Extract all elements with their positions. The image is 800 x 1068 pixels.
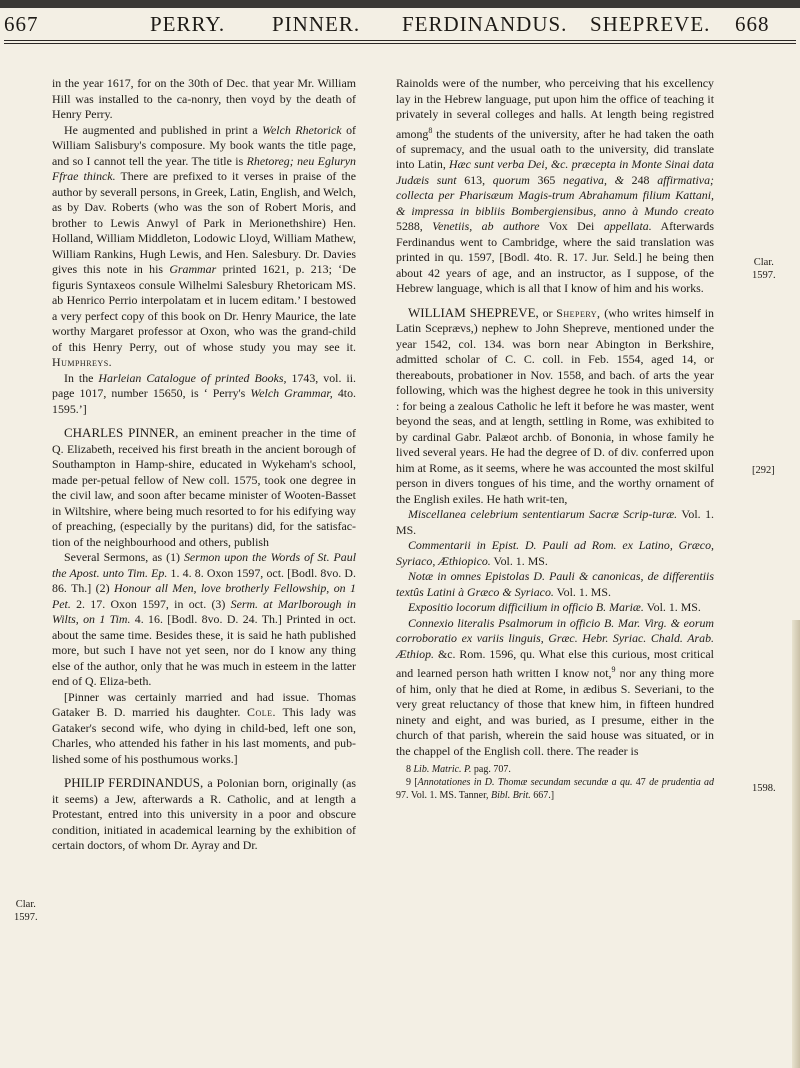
paragraph: [Pinner was certainly married and had issue. Thomas Gataker B. D. married his daughter. Cole. This lady was Gataker's second wife, who dying in child-bed, left one son, Charles, who attended his father in his last moments, and pub-lished some of his posthumous works.] <box>52 689 356 766</box>
footnote-8: 8 Lib. Matric. P. pag. 707. <box>406 764 511 776</box>
margin-year: 1597. <box>752 270 776 281</box>
margin-note-left <box>14 898 38 924</box>
margin-year-right: 1598. <box>752 783 776 794</box>
margin-clar: Clar. <box>15 899 36 910</box>
running-head-perry: PERRY. <box>150 12 226 36</box>
entry-pinner: CHARLES PINNER, an eminent preacher in the time of Q. Elizabeth, received his first breath in the ancient borough of Southampton in Hamp-shire, educated in Wykeham's school, made per-petual fellow of New coll. 1575, took one degree in the civil law, and soon after became minister of Wooten-Basset in Wiltshire, where being much resorted to for his edifying way of preaching, (especially by the puritans) did, for the satisfac-tion of the neighbourhood and others, publish <box>52 425 356 549</box>
header-rule <box>4 40 796 41</box>
margin-year: 1597. <box>14 912 38 923</box>
right-column <box>396 76 714 802</box>
footnote-ref: 8 <box>428 125 433 135</box>
paragraph: In the Harleian Catalogue of printed Books, 1743, vol. ii. page 1017, number 15650, is ‘ Perry's Welch Grammar, 4to. 1595.’] <box>52 370 356 416</box>
footnote-9: 9 [Annotationes in D. Thomæ secundam secundæ a qu. 47 de prudentia ad 97. Vol. 1. MS. Tanner, Bibl. Brit. 667.] <box>396 777 715 802</box>
margin-note-right <box>752 256 776 282</box>
margin-page-ref: [292] <box>752 465 775 476</box>
page-number-left: 667 <box>4 12 39 36</box>
footnotes <box>396 763 714 802</box>
running-head-shepreve: SHEPREVE. <box>590 12 711 36</box>
page-number-right: 668 <box>735 12 770 36</box>
work-item: Miscellanea celebrium sententiarum Sacræ Scrip-turæ. Vol. 1. MS. <box>396 507 714 537</box>
header-rule-2 <box>4 43 796 44</box>
running-head-ferdinandus: FERDINANDUS. <box>402 12 568 36</box>
paragraph: Several Sermons, as (1) Sermon upon the Words of St. Paul the Apost. unto Tim. Ep. 1. 4. 8. Oxon 1597, oct. [Bodl. 8vo. D. 86. Th.] (2) Honour all Men, love brotherly Fellowship, on 1 Pet. 2. 17. Oxon 1597, in oct. (3) Serm. at Marlborough in Wilts, on 1 Tim. 4. 16. [Bodl. 8vo. D. 24. Th.] Printed in oct. about the same time. Besides these, it is said he hath published more, but such I have not yet seen, nor do I know any thing else of the author, only that he was much in esteem in the latter end of Q. Eliza-beth. <box>52 550 357 688</box>
entry-shepreve: WILLIAM SHEPREVE, or Shepery, (who writes himself in Latin Sceprævs,) nephew to John Shepreve, mentioned under the year 1542, col. 134. was born near Abington in Berkshire, admitted scholar of C. C. coll. in Feb. 1554, aged 14, or thereabouts, probationer in Nov. 1558, and bach. of arts the year following, which was the highest degree he took in this university : for being a zealous Catholic he left it before he was master, went beyond the seas, and at length, settling in Rome, was exhibited to by cardinal Gabr. Palæot archb. of Bononia, in whose family he lived several years. He had the degree of D. of div. conferred upon him at Rome, as it seems, where he was accounted the most skilful person in divers tongues of his time, and the worthy ornament of the English exiles. He hath writ-ten, <box>396 304 714 506</box>
work-item: Commentarii in Epist. D. Pauli ad Rom. ex Latino, Græco, Syriaco, Æthiopico. Vol. 1. MS. <box>396 538 714 568</box>
top-border <box>0 0 800 8</box>
work-item: Notæ in omnes Epistolas D. Pauli & canonicas, de differentiis textûs Latini à Græco & Syriaco. Vol. 1. MS. <box>396 569 714 599</box>
work-item: Connexio literalis Psalmorum in officio B. Mar. Virg. & eorum corroboratio ex variis linguis, Græc. Hebr. Syriac. Chald. Arab. Æthiop. &c. Rom. 1596, qu. What else this curious, most critical and learned person hath written I know not,$^9$ nor any thing more of him, only that he died at Rome, in ædibus S. Severiani, to the very great reluctancy of those that knew him, in fifteen hundred ninety and eight, and was buried, as I presume, either in the church of that parish, wherein the said house was situated, or in the chappel of the English coll. there. The reader is <box>396 615 714 758</box>
footnote-ref: 9 <box>611 665 616 675</box>
paragraph: Rainolds were of the number, who perceiving that his excellency lay in the Hebrew language, put upon him the office of teaching it privately in several colleges and halls. At length being registred among$^8$ the students of the university, after he had taken the oath of supremacy, and the usual oath to the university, did translate into Latin, Hæc sunt verba Dei, &c. præcepta in Monte Sinai data Judæis sunt 613, quorum 365 negativa, & 248 affirmativa; collecta per Pharisæum Magis-trum Abrahamum filium Kattani, & impressa in bibliis Bombergiensibus, anno à Mundo creato 5288, Venetiis, ab authore Vox Dei appellata. Afterwards Ferdinandus went to Cambridge, where the said translation was printed in qu. 1597, [Bodl. 4to. R. 17. Jur. Seld.] he being then about 42 years of age, and an instructor, as I suppose, of the Hebrew language, which is all that I know of him and his works. <box>396 76 714 296</box>
entry-ferdinandus: PHILIP FERDINANDUS, a Polonian born, originally (as it seems) a Jew, afterwards a R. Catholic, and at length a Protestant, entred into this university in a poor and obscure condition, initiated in academical learning by the exhibition of certain doctors, of whom Dr. Ayray and Dr. <box>52 775 356 852</box>
paragraph: in the year 1617, for on the 30th of Dec. that year Mr. William Hill was installed to the ca-nonry, then voyd by the death of Henry Perry. <box>52 76 356 121</box>
margin-clar: Clar. <box>753 257 774 268</box>
page-edge-shadow <box>792 620 800 1068</box>
paragraph: He augmented and published in print a Welch Rhetorick of William Salisbury's composure. My book wants the title page, and so I cannot tell the year. The title is Rhetoreg; neu Egluryn Ffrae thinck. There are prefixed to it verses in praise of the author by severall persons, in Greek, Latin, English, and Welch, as by Dav. Roberts (who was the son of Robert Moris, and brother to Lewis Anwyl of Park in Merionethshire) Hen. Holland, William Middleton, Lodowic Lloyd, William Mathew, William Rankins, Hugh Lewis, and Hen. Salesbury. Dr. Davies gives this note in his Grammar printed 1621, p. 213; ‘De figuris Syntaxeos consule Wilhelmi Salesbury Rhetoricam MS. ab Henrico Perrio interpolatam et in lucem editam.’ I bestowed a very perfect copy of this book on Dr. Henry Maurice, the late worthy Margaret professor at Oxon, who was the grand-child of this Henry Perry, out of whose study you may see it. Humphreys. <box>52 122 356 369</box>
left-column <box>52 76 356 854</box>
page-header <box>0 10 800 40</box>
work-item: Expositio locorum difficilium in officio B. Mariæ. Vol. 1. MS. <box>408 600 701 615</box>
running-head-pinner: PINNER. <box>272 12 361 36</box>
